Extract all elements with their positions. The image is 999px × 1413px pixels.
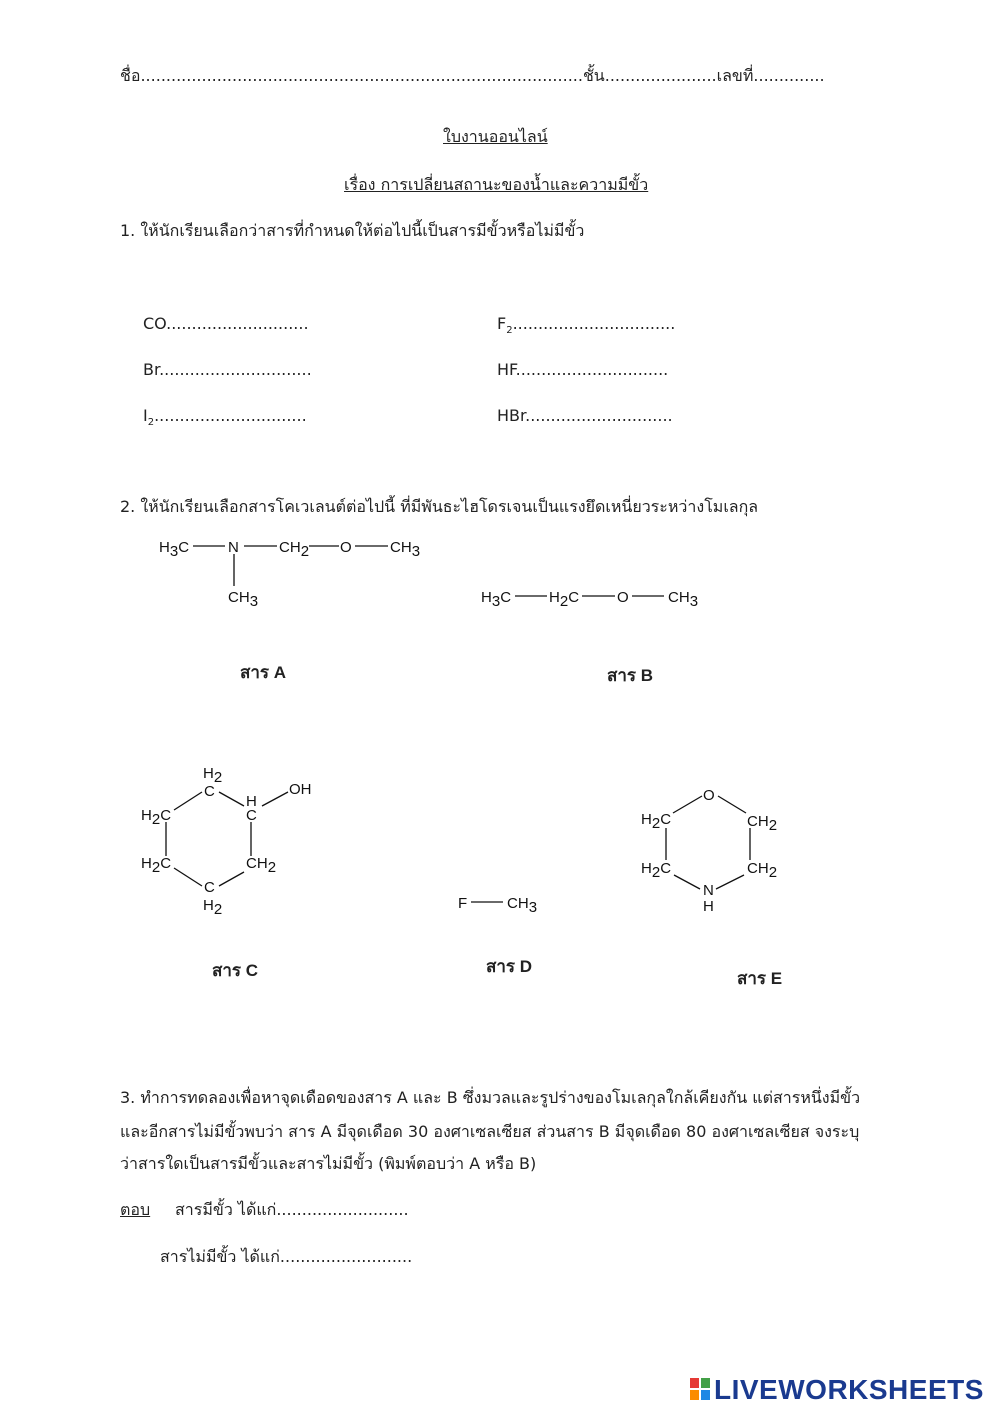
q1-item-co: CO............................: [143, 314, 309, 333]
atom: OH: [289, 781, 312, 798]
atom: CH2: [279, 539, 310, 560]
worksheet-subtitle: เรื่อง การเปลี่ยนสถานะของน้ำและความมีขั้ว: [344, 175, 649, 194]
answer-nonpolar[interactable]: สารไม่มีขั้ว ได้แก่..........................: [160, 1247, 413, 1266]
atom: N: [228, 539, 239, 556]
atom: H2C: [141, 855, 172, 876]
q3-line-1: 3. ทำการทดลองเพื่อหาจุดเดือดของสาร A และ B ซึ่งมวลและรูปร่างของโมเลกุลใกล้เคียงกัน แต่สารหนึ่งมีขั้ว: [120, 1088, 861, 1107]
atom: H2: [203, 765, 223, 786]
atom: CH2: [747, 860, 778, 881]
q3-line-3: ว่าสารใดเป็นสารมีขั้วและสารไม่มีขั้ว (พิมพ์ตอบว่า A หรือ B): [120, 1154, 537, 1173]
atom: CH2: [246, 855, 277, 876]
atom: H2C: [549, 589, 580, 610]
answer-label: ตอบ: [120, 1200, 151, 1219]
atom: C: [204, 783, 215, 800]
name-line: ชื่อ.......................................................................................ชั้น......................เลขที่..............: [120, 66, 825, 85]
label-substance-b: สาร B: [607, 666, 654, 685]
atom: H3C: [159, 539, 190, 560]
atom: H3C: [481, 589, 512, 610]
blank[interactable]: ..............................: [515, 360, 669, 379]
q1-item-f2: $F_2$................................: [497, 314, 676, 337]
q1-item-i2: $I_2$..............................: [143, 406, 307, 429]
liveworksheets-logo: [690, 1374, 984, 1404]
blank[interactable]: ..............................: [154, 406, 307, 425]
blank[interactable]: .............................: [525, 406, 673, 425]
logo-text: LIVEWORKSHEETS: [714, 1374, 984, 1405]
atom: O: [617, 589, 629, 606]
q3-line-2: และอีกสารไม่มีขั้วพบว่า สาร A มีจุดเดือด 30 องศาเซลเซียส ส่วนสาร B มีจุดเดือด 80 องศาเซลเซียส จงระบุ: [120, 1122, 860, 1141]
atom: C: [204, 879, 215, 896]
atom: F: [458, 895, 468, 912]
worksheet-title: ใบงานออนไลน์: [443, 127, 548, 146]
blank[interactable]: ................................: [512, 314, 676, 333]
atom: O: [340, 539, 352, 556]
q1-prompt: 1. ให้นักเรียนเลือกว่าสารที่กำหนดให้ต่อไปนี้เป็นสารมีขั้วหรือไม่มีขั้ว: [120, 221, 585, 240]
atom: CH3: [507, 895, 538, 916]
q2-prompt: 2. ให้นักเรียนเลือกสารโคเวเลนต์ต่อไปนี้ ที่มีพันธะไฮโดรเจนเป็นแรงยึดเหนี่ยวระหว่างโมเลกุล: [120, 497, 759, 516]
q1-item-hf: HF..............................: [497, 360, 669, 379]
blank[interactable]: ............................: [166, 314, 309, 333]
logo-mark-icon: [690, 1378, 710, 1400]
q1-item-br: Br..............................: [143, 360, 312, 379]
label-substance-a: สาร A: [240, 663, 287, 682]
atom: H: [703, 898, 714, 915]
atom: H2: [203, 897, 223, 918]
atom: N: [703, 882, 714, 899]
atom: CH3: [228, 589, 259, 610]
atom: CH2: [747, 813, 778, 834]
atom: H2C: [141, 807, 172, 828]
label-substance-d: สาร D: [486, 957, 533, 976]
atom: CH3: [390, 539, 421, 560]
atom: O: [703, 787, 715, 804]
atom: H2C: [641, 811, 672, 832]
label-substance-c: สาร C: [212, 961, 259, 980]
label-substance-e: สาร E: [737, 969, 783, 988]
blank[interactable]: ..............................: [159, 360, 312, 379]
atom: C: [246, 807, 257, 824]
atom: CH3: [668, 589, 699, 610]
answer-polar[interactable]: สารมีขั้ว ได้แก่..........................: [175, 1200, 409, 1219]
atom: H: [246, 793, 257, 810]
atom: H2C: [641, 860, 672, 881]
q1-item-hbr: HBr.............................: [497, 406, 673, 425]
